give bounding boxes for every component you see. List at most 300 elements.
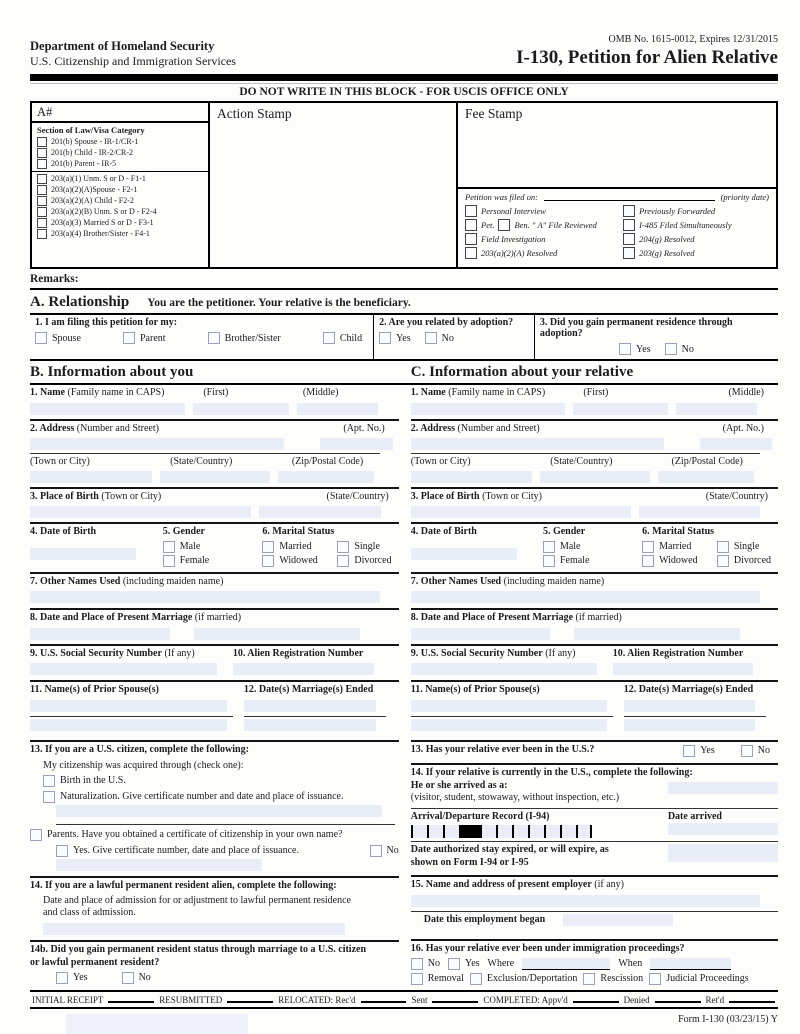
b-q13-label: 13. If you are a U.S. citizen, complete the following: — [30, 744, 249, 755]
marriage-ended-label: 12. Date(s) Marriage(s) Ended — [623, 684, 754, 695]
row-divider — [411, 841, 778, 842]
arrived-as-hint: (visitor, student, stowaway, without inspection, etc.) — [410, 792, 620, 803]
b-marriage-row — [30, 610, 399, 646]
retd-label: Ret'd — [705, 994, 725, 1005]
c-apt-input[interactable] — [700, 438, 772, 450]
b-male-checkbox[interactable] — [163, 541, 175, 553]
employer-label: 15. Name and address of present employer — [410, 879, 592, 890]
brother-sister-checkbox[interactable] — [208, 332, 220, 344]
b-other-names-input[interactable] — [30, 591, 380, 603]
yes-label: Yes — [464, 957, 480, 969]
other-names-label: 7. Other Names Used — [30, 575, 121, 587]
section-a-subtitle: You are the petitioner. Your relative is the beneficiary. — [147, 297, 411, 309]
citizenship-intro: My citizenship was acquired through (check one): — [43, 759, 244, 771]
c-where-input[interactable] — [522, 958, 610, 970]
name-label: 1. Name — [410, 387, 446, 398]
previously-forwarded-checkbox[interactable] — [623, 205, 635, 217]
b-14b-yes-checkbox[interactable] — [56, 972, 68, 984]
married-label: Married — [279, 540, 312, 552]
dob-label: 4. Date of Birth — [410, 526, 477, 537]
c-street-input[interactable] — [411, 438, 664, 450]
petition-filed-label: Petition was filed on: — [465, 192, 538, 202]
filed-option-label: Pet. — [481, 219, 495, 230]
removal-checkbox[interactable] — [411, 973, 423, 985]
filed-option-label: 204(g) Resolved — [639, 233, 695, 244]
row-divider — [244, 716, 386, 717]
cert-yes-checkbox[interactable] — [56, 845, 68, 857]
law-group-divider — [32, 171, 208, 172]
no-label: No — [386, 844, 399, 856]
no-label: No — [138, 972, 151, 983]
address-subdivider — [30, 453, 380, 454]
child-checkbox[interactable] — [323, 332, 335, 344]
rescission-label: Rescission — [600, 973, 644, 984]
where-label: Where — [487, 957, 515, 969]
row-divider — [411, 716, 613, 717]
marital-label: 6. Marital Status — [642, 526, 715, 537]
pet-checkbox[interactable] — [465, 219, 477, 231]
male-label: Male — [559, 540, 581, 552]
i94-label: Arrival/Departure Record (I-94) — [410, 810, 550, 822]
b-single-checkbox[interactable] — [337, 541, 349, 553]
c-date-arrived-input[interactable] — [668, 823, 778, 835]
middle-hint: (Middle) — [728, 387, 764, 398]
cert-no-checkbox[interactable] — [370, 845, 382, 857]
b-widowed-checkbox[interactable] — [262, 555, 274, 567]
parent-label: Parent — [140, 332, 166, 344]
question-2 — [374, 315, 535, 359]
apt-hint: (Apt. No.) — [343, 422, 385, 434]
law-checkbox-203a2b[interactable] — [37, 207, 47, 217]
b-street-input[interactable] — [30, 438, 284, 450]
status-blank — [227, 996, 273, 1003]
married-label: Married — [659, 540, 692, 552]
c-state-input[interactable] — [540, 471, 650, 483]
alien-number-label: 10. Alien Registration Number — [612, 647, 744, 659]
status-blank — [108, 996, 154, 1003]
action-stamp-area: Action Stamp — [210, 103, 458, 267]
b-lpr-row — [30, 878, 399, 942]
b-state-input[interactable] — [160, 471, 271, 483]
law-checkbox-203a1[interactable] — [37, 174, 47, 184]
agency-subname: U.S. Citizenship and Immigration Services — [30, 54, 236, 68]
question-2-label: 2. Are you related by adoption? — [379, 317, 514, 328]
prior-spouse-label: 11. Name(s) of Prior Spouse(s) — [30, 684, 159, 695]
ssn-label: 9. U.S. Social Security Number — [410, 647, 543, 659]
stay-expired-label: Date authorized stay expired, or will expire, as shown on Form I-94 or I-95 — [410, 844, 609, 868]
section-c-column — [411, 385, 778, 990]
section-headers — [30, 361, 778, 385]
parents-citizenship-checkbox[interactable] — [30, 829, 42, 841]
b-name-row — [30, 385, 399, 421]
completed-appvd-label: COMPLETED: Appv'd — [483, 994, 568, 1005]
town-hint: (Town or City) — [410, 456, 471, 467]
c-arrived-as-input[interactable] — [668, 782, 778, 794]
alien-number-label: 10. Alien Registration Number — [232, 647, 364, 659]
law-item — [37, 196, 203, 206]
row-divider — [411, 911, 778, 912]
status-blank — [729, 996, 775, 1003]
b-prior-spouse-input-1[interactable] — [30, 700, 227, 712]
c-birth-state-input[interactable] — [639, 506, 760, 518]
address-label: 2. Address — [410, 422, 456, 434]
section-b-title: B. Information about you — [30, 364, 194, 380]
stray-highlight-field[interactable] — [66, 1014, 248, 1034]
c-immigration-proceedings-row — [411, 941, 778, 990]
row-divider — [30, 716, 233, 717]
female-label: Female — [179, 555, 210, 566]
law-item — [37, 229, 203, 239]
relocated-recd-label: RELOCATED: Rec'd — [278, 994, 356, 1005]
filed-option-label: I-485 Filed Simultaneously — [639, 219, 732, 230]
law-checkbox-203a3[interactable] — [37, 218, 47, 228]
c-birthplace-row — [411, 489, 778, 525]
c-first-name-input[interactable] — [573, 403, 668, 415]
status-blank — [432, 996, 478, 1003]
b-middle-name-input[interactable] — [297, 403, 378, 415]
question-3-label: 3. Did you gain permanent residence through adoption? — [539, 317, 733, 339]
naturalization-label: Naturalization. Give certificate number and date and place of issuance. — [60, 790, 344, 802]
exclusion-deportation-checkbox[interactable] — [470, 973, 482, 985]
sent-label: Sent — [411, 994, 428, 1005]
residence-adoption-no-checkbox[interactable] — [665, 343, 677, 355]
law-item — [37, 148, 203, 158]
law-checkbox-203a4[interactable] — [37, 229, 47, 239]
c-marriage-row — [411, 610, 778, 646]
c-birth-town-input[interactable] — [411, 506, 631, 518]
judicial-proceedings-checkbox[interactable] — [649, 973, 661, 985]
c-employer-row — [411, 877, 778, 941]
law-label: 203(a)(1) Unm. S or D - F1-1 — [51, 173, 146, 183]
ssn-hint: (If any) — [545, 647, 576, 659]
c-alien-number-input[interactable] — [613, 663, 753, 675]
c-marriage-place-input[interactable] — [574, 628, 739, 640]
birth-us-checkbox[interactable] — [43, 775, 55, 787]
b-14b-no-checkbox[interactable] — [122, 972, 134, 984]
brother-sister-label: Brother/Sister — [224, 332, 281, 344]
c-marriage-date-input[interactable] — [411, 628, 551, 640]
other-names-hint: (including maiden name) — [122, 575, 224, 587]
c-in-us-no-checkbox[interactable] — [741, 745, 753, 757]
c-other-names-input[interactable] — [411, 591, 760, 603]
male-label: Male — [179, 540, 201, 552]
birthplace-label: 3. Place of Birth — [30, 490, 99, 502]
when-label: When — [618, 957, 643, 969]
ssn-label: 9. U.S. Social Security Number — [30, 647, 162, 659]
i94-number-cells[interactable] — [411, 825, 592, 838]
office-status-bar — [30, 990, 778, 1009]
c-ssn-input[interactable] — [411, 663, 597, 675]
town-hint: (Town or City) — [30, 456, 90, 467]
filed-option-label: Previously Forwarded — [639, 205, 716, 216]
c-prior-spouse-row — [411, 682, 778, 742]
filed-option-label: Ben. " A" File Reviewed — [514, 219, 597, 230]
address-hint: (Number and Street) — [457, 422, 540, 434]
state-hint: (State/Country) — [705, 490, 768, 502]
b-marriage-ended-input-2[interactable] — [244, 719, 376, 731]
filed-row — [465, 247, 769, 259]
dob-label: 4. Date of Birth — [30, 526, 97, 537]
single-label: Single — [354, 540, 380, 552]
b-divorced-checkbox[interactable] — [337, 555, 349, 567]
c-male-checkbox[interactable] — [543, 541, 555, 553]
b-birthplace-row — [30, 489, 399, 525]
no-label: No — [681, 343, 694, 355]
b-marriage-date-input[interactable] — [30, 628, 170, 640]
header-divider-bar — [30, 74, 778, 81]
b-first-name-input[interactable] — [193, 403, 289, 415]
agency-block — [30, 39, 236, 69]
section-a-header — [30, 290, 778, 315]
c-employment-began-input[interactable] — [563, 914, 673, 926]
child-label: Child — [339, 332, 363, 344]
c-prior-spouse-input-2[interactable] — [411, 719, 607, 731]
c-middle-name-input[interactable] — [676, 403, 757, 415]
c-marriage-ended-input-1[interactable] — [624, 700, 755, 712]
naturalization-checkbox[interactable] — [43, 791, 55, 803]
gender-label: 5. Gender — [542, 526, 586, 537]
b-other-names-row — [30, 574, 399, 611]
fee-stamp-area: Fee Stamp — [458, 103, 776, 189]
c-in-us-yes-checkbox[interactable] — [683, 745, 695, 757]
address-hint: (Number and Street) — [76, 422, 159, 434]
address-label: 2. Address — [30, 422, 75, 434]
proceedings-yes-checkbox[interactable] — [448, 958, 460, 970]
law-item — [37, 218, 203, 228]
yes-label: Yes — [396, 332, 411, 344]
i485-filed-checkbox[interactable] — [623, 219, 635, 231]
b-apt-input[interactable] — [320, 438, 393, 450]
arrived-as-label: He or she arrived as a: — [410, 779, 508, 791]
law-label: 203(a)(2)(B) Unm. S or D - F2-4 — [51, 206, 157, 216]
b-cert-number-input[interactable] — [56, 859, 262, 871]
203g-resolved-checkbox[interactable] — [623, 247, 635, 259]
law-item — [37, 207, 203, 217]
ben-a-file-checkbox[interactable] — [498, 219, 510, 231]
law-label: 201(b) Parent - IR-5 — [51, 158, 117, 168]
cert-yes-label: Yes. Give certificate number, date and place of issuance. — [73, 844, 299, 856]
form-number: Form I-130 (03/23/15) Y — [678, 1013, 778, 1025]
address-subdivider — [411, 453, 760, 454]
law-item — [37, 137, 203, 147]
agency-name: Department of Homeland Security — [30, 39, 215, 53]
c-single-checkbox[interactable] — [717, 541, 729, 553]
field-investigation-checkbox[interactable] — [465, 233, 477, 245]
form-header — [30, 34, 778, 69]
filed-row — [465, 233, 769, 245]
personal-interview-checkbox[interactable] — [465, 205, 477, 217]
birthplace-hint: (Town or City) — [482, 490, 542, 502]
204g-resolved-checkbox[interactable] — [623, 233, 635, 245]
question-3 — [535, 315, 778, 359]
law-label: 203(a)(3) Married S or D - F3-1 — [51, 217, 154, 227]
b-dob-input[interactable] — [30, 548, 136, 560]
b-birth-town-input[interactable] — [30, 506, 251, 518]
status-blank — [361, 996, 407, 1003]
prior-spouse-label: 11. Name(s) of Prior Spouse(s) — [410, 684, 540, 695]
c-other-names-row — [411, 574, 778, 611]
parent-checkbox[interactable] — [123, 332, 135, 344]
initial-receipt-label: INITIAL RECEIPT — [32, 994, 104, 1005]
filed-option-label: 203(a)(2)(A) Resolved — [481, 247, 558, 258]
zip-hint: (Zip/Postal Code) — [291, 456, 364, 467]
law-checkbox-201b-child[interactable] — [37, 148, 47, 158]
c-stay-expired-input[interactable] — [668, 844, 778, 862]
c-address-row — [411, 421, 778, 489]
marriage-label: 8. Date and Place of Present Marriage — [410, 612, 574, 623]
priority-date-line[interactable] — [544, 194, 715, 201]
c-prior-spouse-input-1[interactable] — [411, 700, 607, 712]
title-block — [516, 34, 778, 69]
middle-hint: (Middle) — [302, 387, 339, 398]
section-b-column — [30, 385, 399, 990]
c-ever-in-us-row — [411, 742, 778, 765]
b-birth-state-input[interactable] — [259, 506, 381, 518]
removal-label: Removal — [427, 973, 464, 984]
c-town-input[interactable] — [411, 471, 532, 483]
b-address-row — [30, 421, 399, 489]
status-blank — [573, 996, 619, 1003]
form-footer — [30, 1014, 778, 1034]
office-use-block — [30, 103, 778, 269]
state-hint: (State/Country) — [170, 456, 233, 467]
exclusion-deportation-label: Exclusion/Deportation — [486, 973, 578, 984]
c-employer-input[interactable] — [411, 895, 760, 907]
marriage-label: 8. Date and Place of Present Marriage — [30, 612, 193, 623]
c-marriage-ended-input-2[interactable] — [624, 719, 755, 731]
b-admission-input[interactable] — [43, 923, 345, 935]
b-alien-number-input[interactable] — [233, 663, 374, 675]
203a2a-resolved-checkbox[interactable] — [465, 247, 477, 259]
b-prior-spouse-input-2[interactable] — [30, 719, 227, 731]
question-1 — [30, 315, 374, 359]
name-label: 1. Name — [30, 387, 65, 398]
rescission-checkbox[interactable] — [583, 973, 595, 985]
b-marriage-ended-input-1[interactable] — [244, 700, 376, 712]
b-citizen-row — [30, 742, 399, 878]
c-widowed-checkbox[interactable] — [642, 555, 654, 567]
i94-filled-cell — [459, 825, 480, 838]
law-item — [37, 174, 203, 184]
gender-label: 5. Gender — [162, 526, 205, 537]
yes-label: Yes — [636, 343, 651, 355]
marriage-hint: (if married) — [575, 612, 622, 623]
b-q14b-label: 14b. Did you gain permanent resident status through marriage to a U.S. citizen or lawful permanent resident? — [30, 944, 367, 968]
c-family-name-input[interactable] — [411, 403, 565, 415]
residence-adoption-yes-checkbox[interactable] — [619, 343, 631, 355]
b-prior-spouse-row — [30, 682, 399, 742]
b-dob-gender-marital-row — [30, 524, 399, 574]
law-category-title: Section of Law/Visa Category — [37, 125, 145, 135]
c-dob-input[interactable] — [411, 548, 517, 560]
law-label: 201(b) Child - IR-2/CR-2 — [51, 147, 133, 157]
b-family-name-input[interactable] — [30, 403, 185, 415]
proceedings-no-checkbox[interactable] — [411, 958, 423, 970]
filed-option-label: Personal Interview — [481, 205, 546, 216]
law-category-column — [32, 103, 210, 267]
birthplace-hint: (Town or City) — [101, 490, 162, 502]
marital-label: 6. Marital Status — [262, 526, 335, 537]
no-label: No — [441, 332, 454, 344]
relationship-question-row — [30, 315, 778, 361]
b-14b-row — [30, 942, 399, 989]
filed-options-grid — [465, 205, 769, 259]
b-q14-label: 14. If you are a lawful permanent resident alien, complete the following: — [30, 880, 337, 891]
row-divider — [624, 716, 766, 717]
c-ssn-alien-row — [411, 646, 778, 683]
spouse-checkbox[interactable] — [35, 332, 47, 344]
law-checkbox-201b-spouse[interactable] — [37, 137, 47, 147]
b-marriage-place-input[interactable] — [194, 628, 360, 640]
section-c-title: C. Information about your relative — [410, 364, 634, 380]
law-item — [37, 159, 203, 169]
c-divorced-checkbox[interactable] — [717, 555, 729, 567]
marriage-ended-label: 12. Date(s) Marriage(s) Ended — [243, 684, 374, 695]
c-zip-input[interactable] — [658, 471, 753, 483]
birthplace-label: 3. Place of Birth — [410, 490, 480, 502]
apt-hint: (Apt. No.) — [722, 422, 764, 434]
marriage-hint: (if married) — [194, 612, 242, 623]
law-checkbox-203a2a-spouse[interactable] — [37, 185, 47, 195]
c-name-row — [411, 385, 778, 421]
judicial-proceedings-label: Judicial Proceedings — [666, 973, 749, 984]
name-hint: (Family name in CAPS) — [67, 387, 165, 398]
single-label: Single — [733, 540, 760, 552]
law-checkbox-201b-parent[interactable] — [37, 159, 47, 169]
female-label: Female — [559, 555, 590, 566]
b-female-checkbox[interactable] — [163, 555, 175, 567]
petition-filed-line — [465, 192, 769, 203]
divorced-label: Divorced — [354, 555, 392, 566]
b-naturalization-cert-input[interactable] — [56, 805, 382, 817]
status-blank — [655, 996, 701, 1003]
divorced-label: Divorced — [733, 555, 772, 566]
b-ssn-input[interactable] — [30, 663, 217, 675]
filed-row — [465, 205, 769, 217]
fee-stamp-column — [458, 103, 776, 267]
remarks-label: Remarks: — [30, 269, 778, 290]
law-label: 203(a)(4) Brother/Sister - F4-1 — [51, 228, 150, 238]
c-when-input[interactable] — [650, 958, 731, 970]
state-hint: (State/Country) — [326, 490, 389, 502]
c-q16-label: 16. Has your relative ever been under immigration proceedings? — [410, 943, 685, 954]
a-number-cell[interactable]: A# — [32, 103, 208, 123]
widowed-label: Widowed — [659, 555, 698, 566]
c-married-checkbox[interactable] — [642, 541, 654, 553]
birth-us-label: Birth in the U.S. — [60, 775, 126, 786]
ssn-hint: (If any) — [164, 647, 195, 659]
first-hint: (First) — [203, 387, 229, 398]
name-hint: (Family name in CAPS) — [448, 387, 546, 398]
row-divider — [411, 808, 778, 809]
c-female-checkbox[interactable] — [543, 555, 555, 567]
omb-number: OMB No. 1615-0012, Expires 12/31/2015 — [608, 34, 778, 45]
b-married-checkbox[interactable] — [262, 541, 274, 553]
law-category-list — [32, 123, 208, 240]
b-ssn-alien-row — [30, 646, 399, 683]
adoption-no-checkbox[interactable] — [425, 332, 437, 344]
adoption-yes-checkbox[interactable] — [379, 332, 391, 344]
yes-label: Yes — [73, 972, 88, 983]
law-checkbox-203a2a-child[interactable] — [37, 196, 47, 206]
b-zip-input[interactable] — [278, 471, 374, 483]
other-names-hint: (including maiden name) — [503, 575, 605, 587]
petition-filed-area — [458, 189, 776, 261]
law-label: 203(a)(2)(A) Child - F2-2 — [51, 195, 134, 205]
employment-began-label: Date this employment began — [423, 913, 546, 925]
b-town-input[interactable] — [30, 471, 152, 483]
yes-label: Yes — [700, 745, 715, 756]
